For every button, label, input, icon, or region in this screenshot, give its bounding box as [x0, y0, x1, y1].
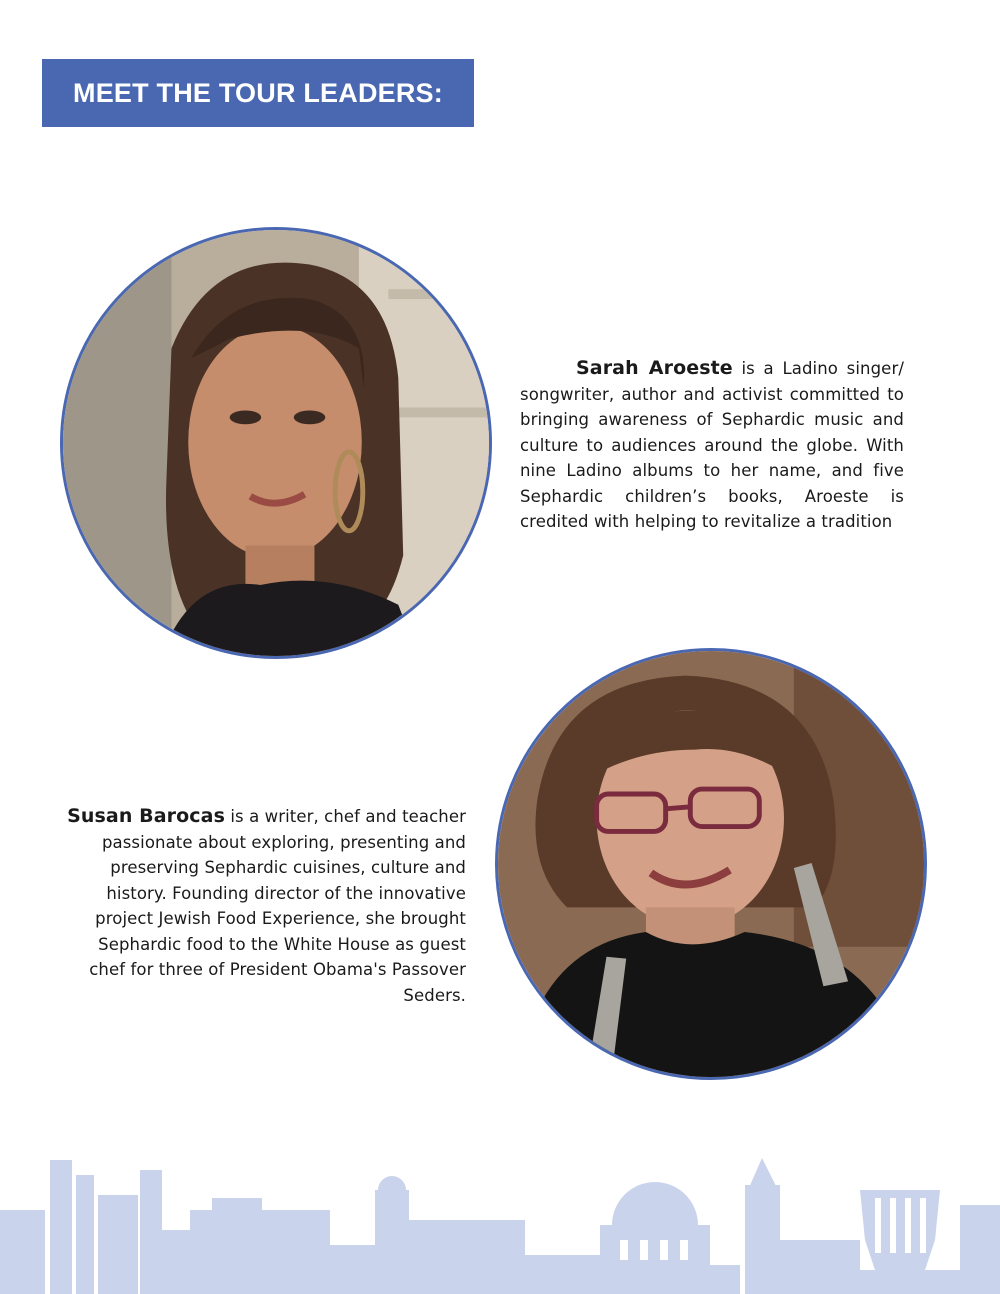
section-header-banner: [42, 59, 474, 127]
city-skyline-graphic: [0, 1150, 1000, 1294]
leader-photo-susan-barocas: [495, 648, 927, 1080]
leader-bio-susan-barocas: [60, 804, 466, 1008]
leader-name: Susan Barocas: [67, 805, 225, 827]
leader-description: is a writer, chef and teacher passionate about exploring, presenting and preserving Sephardic cuisines, culture and history. Founding director of the innovative project Jewish Food Experience, she brought Sephardic food to the White House as guest chef for three of President Obama's Passover Seders.: [89, 807, 466, 1005]
leader-description: is a Ladino singer/ songwriter, author and activist committed to bringing awareness of Sephardic music and culture to audiences around the globe. With nine Ladino albums to her name, and five Sephardic children’s books, Aroeste is credited with helping to revitalize a tradition: [520, 359, 904, 531]
leader-name: Sarah Aroeste: [576, 357, 733, 379]
leader-photo-sarah-aroeste: [60, 227, 492, 659]
section-title: MEET THE TOUR LEADERS:: [73, 77, 443, 108]
leader-bio-sarah-aroeste: [520, 356, 904, 535]
